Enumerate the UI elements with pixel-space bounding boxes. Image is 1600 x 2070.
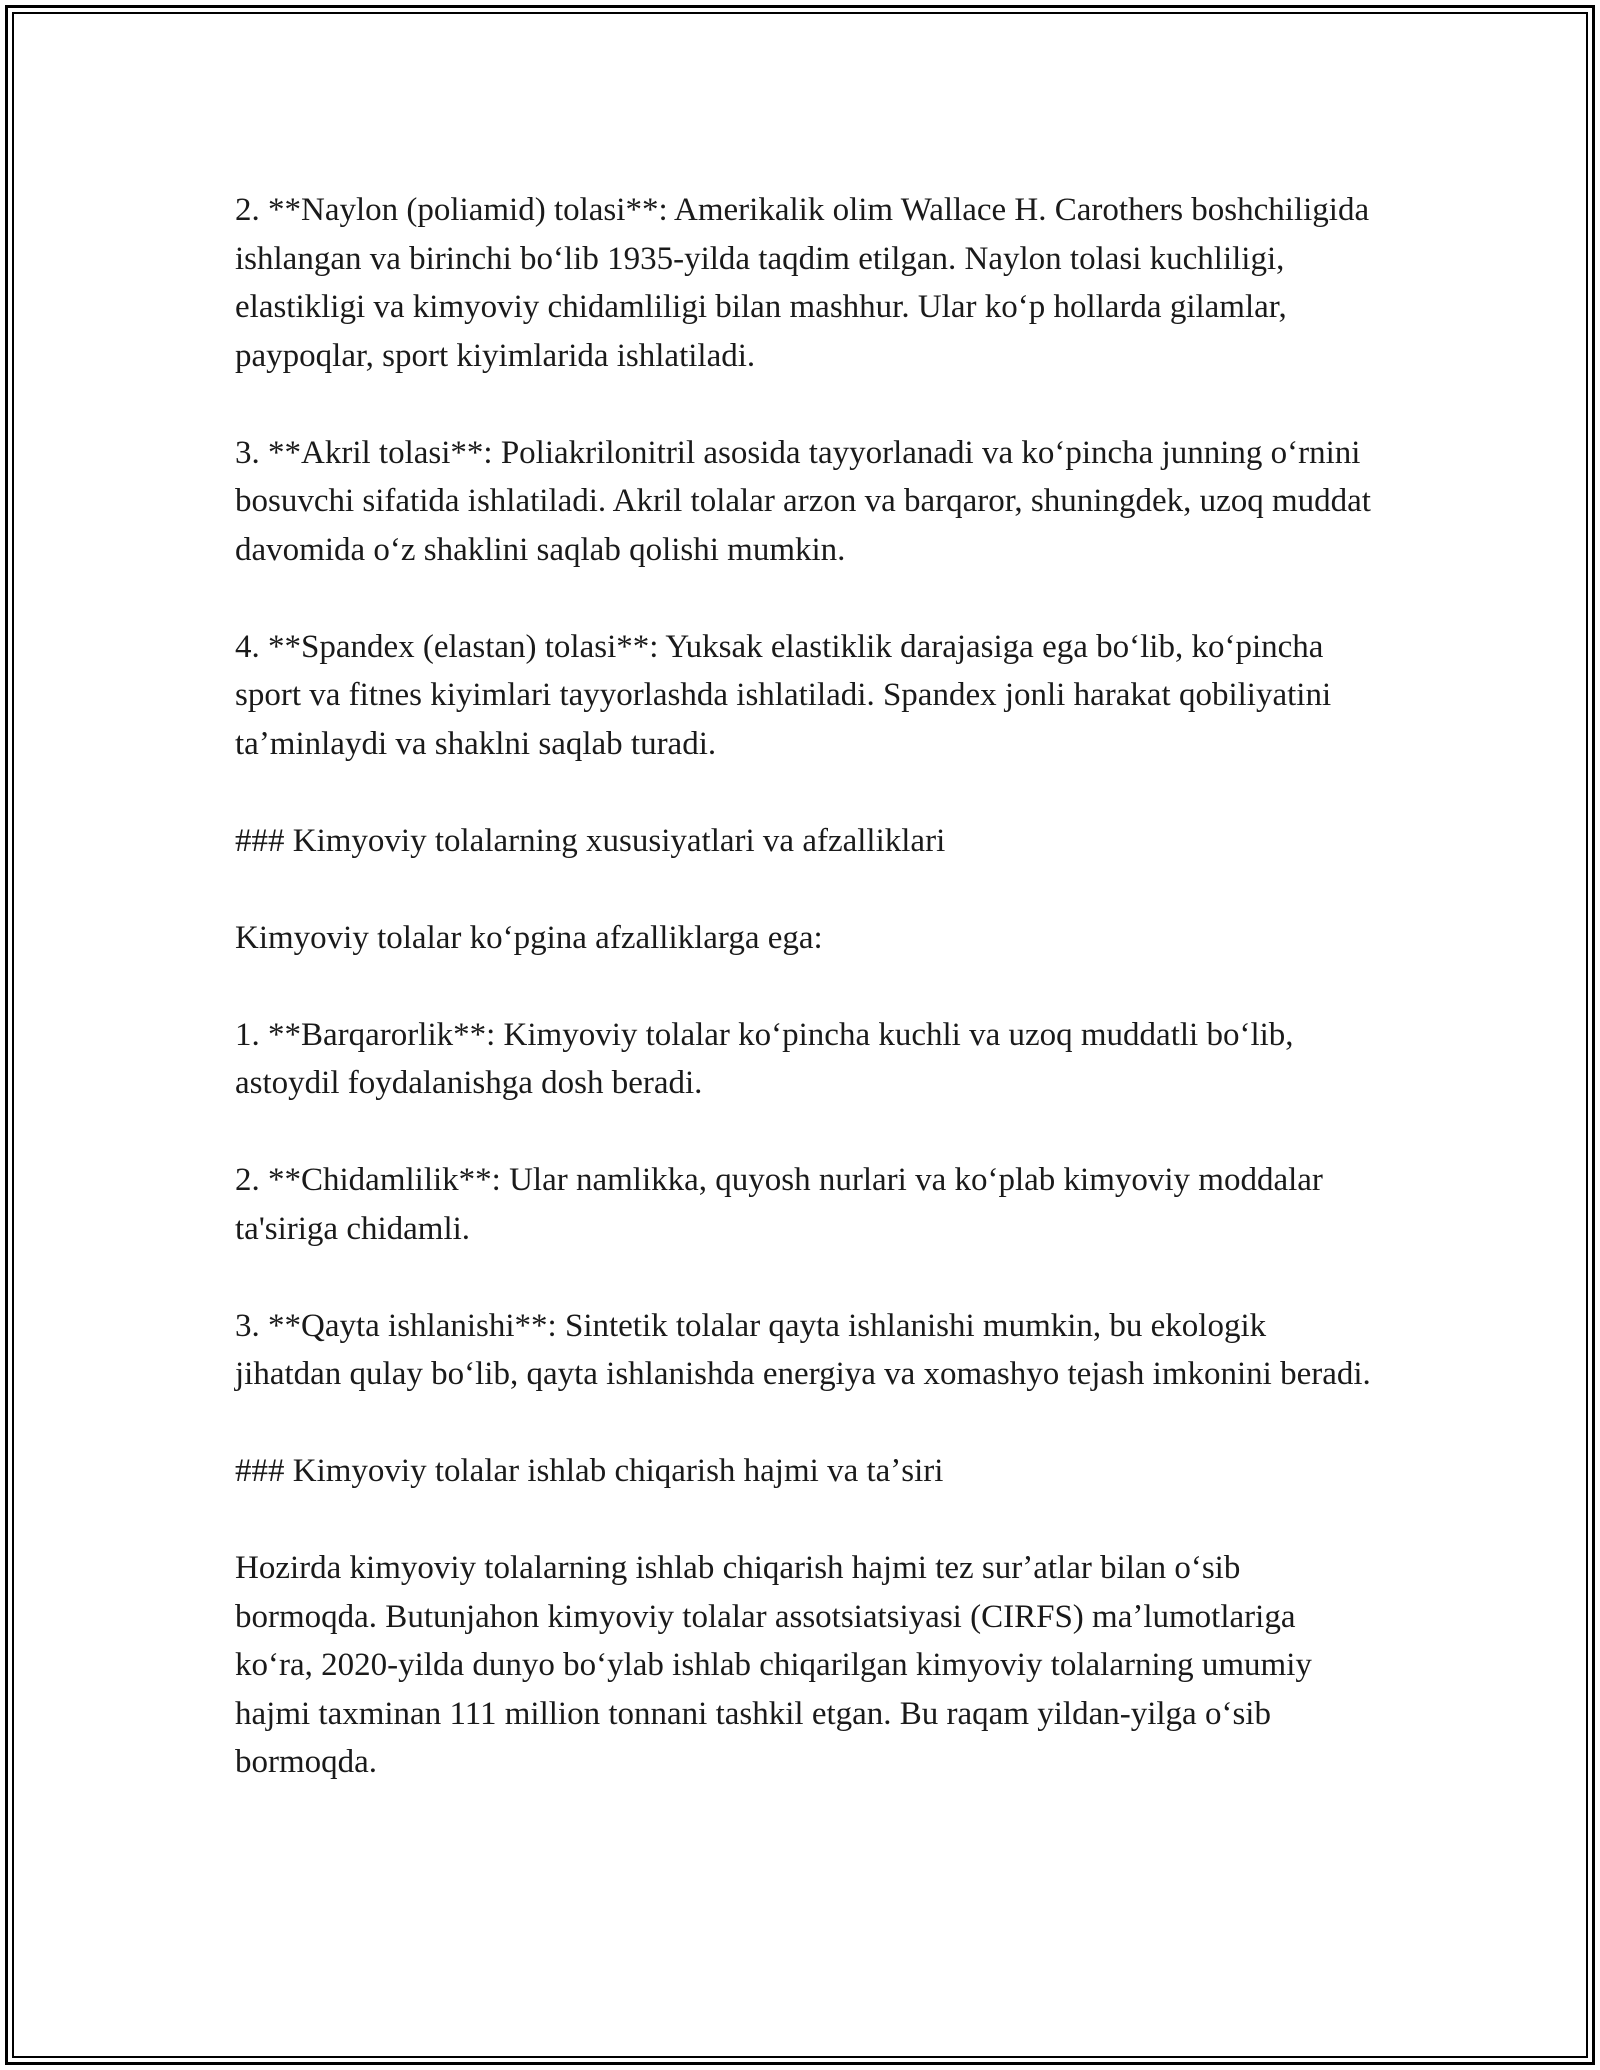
paragraph-chidamlilik: 2. **Chidamlilik**: Ular namlikka, quyosh nurlari va koʻplab kimyoviy moddalar ta'siriga chidamli. xyxy=(235,1162,1323,1247)
paragraph-naylon: 2. **Naylon (poliamid) tolasi**: Amerikalik olim Wallace H. Carothers boshchiligida ishlangan va birinchi boʻlib 1935-yilda taqdim etilgan. Naylon tolasi kuchliligi, elastikligi va kimyoviy chidamliligi bilan mashhur. Ular koʻp hollarda gilamlar, paypoqlar, sport kiyimlarida ishlatiladi. xyxy=(235,192,1370,374)
document-body xyxy=(235,186,1375,1787)
paragraph-akril: 3. **Akril tolasi**: Poliakrilonitril asosida tayyorlanadi va koʻpincha junning oʻrnini bosuvchi sifatida ishlatiladi. Akril tolalar arzon va barqaror, shuningdek, uzoq muddat davomida oʻz shaklini saqlab qolishi mumkin. xyxy=(235,434,1371,568)
paragraph-ishlab-chiqarish-hajmi: Hozirda kimyoviy tolalarning ishlab chiqarish hajmi tez surʼatlar bilan oʻsib bormoqda. Butunjahon kimyoviy tolalar assotsiatsiyasi (CIRFS) maʼlumotlariga koʻra, 2020-yilda dunyo boʻylab ishlab chiqarilgan kimyoviy tolalarning umumiy hajmi taxminan 111 million tonnani tashkil etgan. Bu raqam yildan-yilga oʻsib bormoqda. xyxy=(235,1550,1312,1780)
heading-ishlab-chiqarish: ### Kimyoviy tolalar ishlab chiqarish hajmi va taʼsiri xyxy=(235,1453,944,1489)
paragraph-qayta-ishlanishi: 3. **Qayta ishlanishi**: Sintetik tolalar qayta ishlanishi mumkin, bu ekologik jihatdan qulay boʻlib, qayta ishlanishda energiya va xomashyo tejash imkonini beradi. xyxy=(235,1307,1371,1392)
heading-xususiyatlar: ### Kimyoviy tolalarning xususiyatlari va afzalliklari xyxy=(235,822,946,859)
paragraph-afzalliklar-intro: Kimyoviy tolalar koʻpgina afzalliklarga ega: xyxy=(235,919,823,956)
paragraph-barqarorlik: 1. **Barqarorlik**: Kimyoviy tolalar koʻpincha kuchli va uzoq muddatli boʻlib, astoydil foydalanishga dosh beradi. xyxy=(235,1016,1294,1101)
paragraph-spandex: 4. **Spandex (elastan) tolasi**: Yuksak elastiklik darajasiga ega boʻlib, koʻpincha sport va fitnes kiyimlari tayyorlashda ishlatiladi. Spandex jonli harakat qobiliyatini taʼminlaydi va shaklni saqlab turadi. xyxy=(235,628,1332,762)
